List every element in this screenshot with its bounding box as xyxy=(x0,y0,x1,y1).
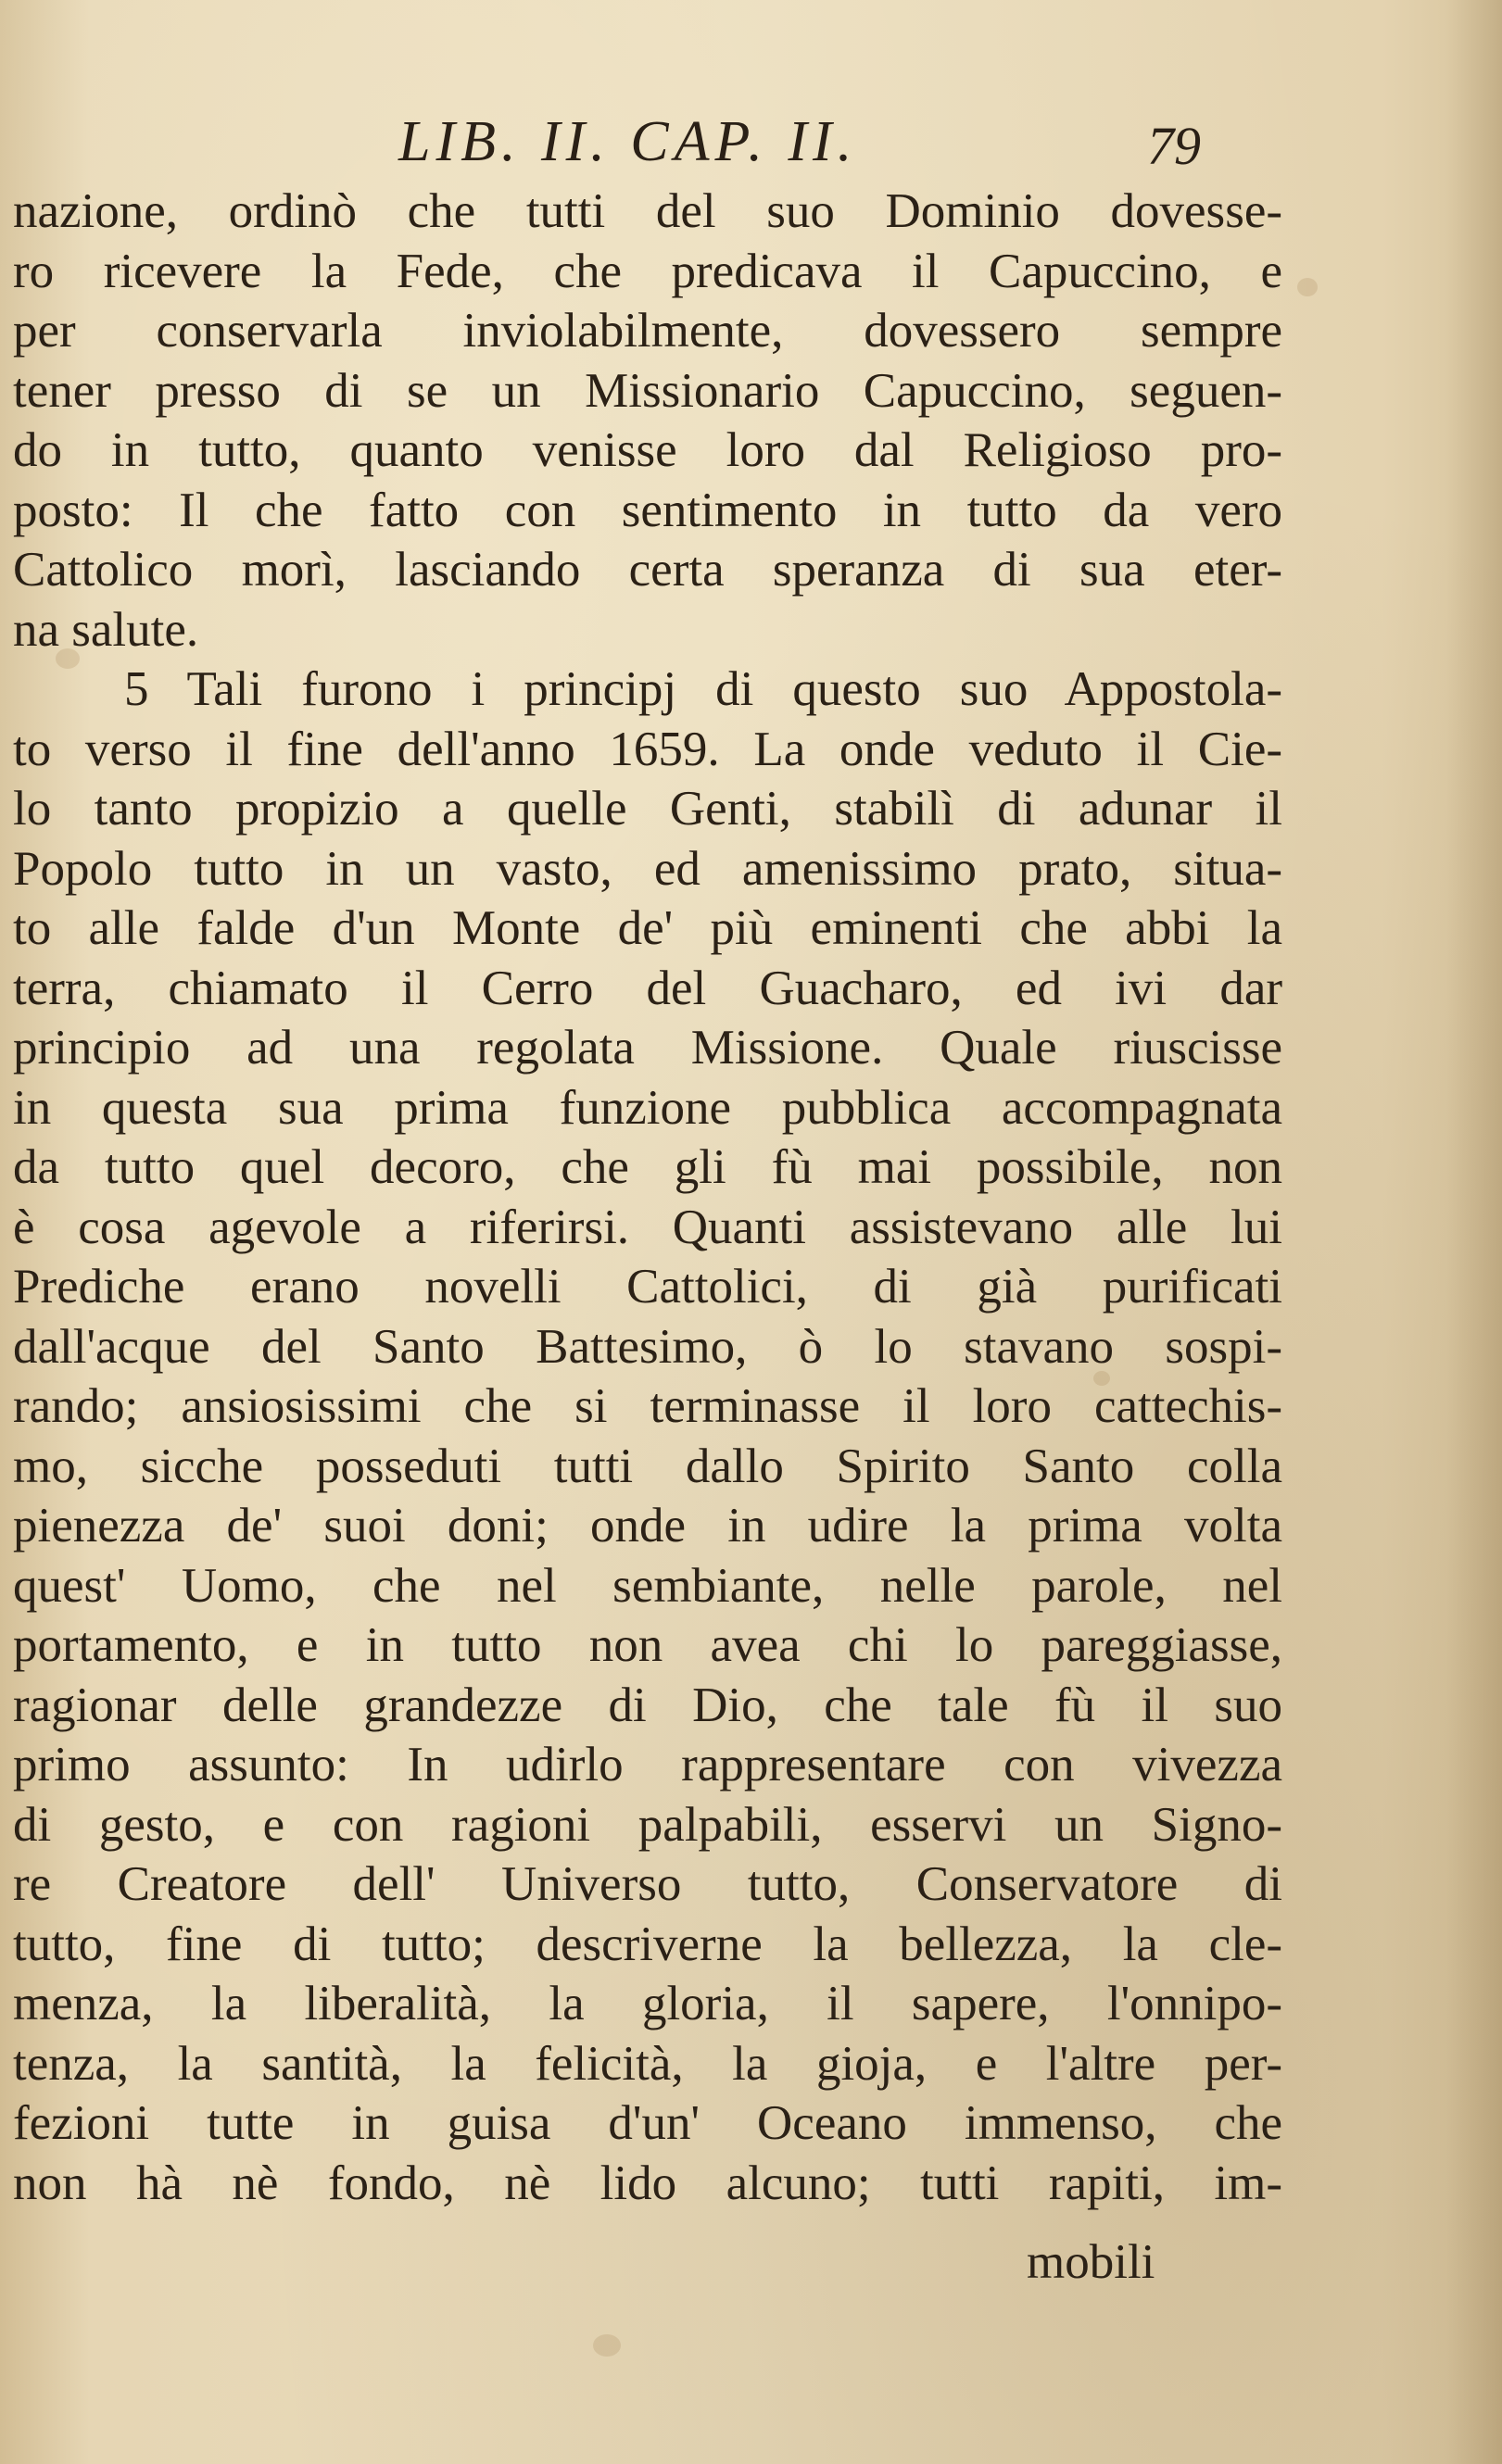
text-line: menza, la liberalità, la gloria, il sapere, l'onnipo- xyxy=(13,1977,1282,2030)
text-line: Prediche erano novelli Cattolici, di già purificati xyxy=(13,1260,1282,1314)
text-line: fezioni tutte in guisa d'un' Oceano immenso, che xyxy=(13,2096,1282,2150)
text-line: per conservarla inviolabilmente, dovessero sempre xyxy=(13,304,1282,358)
paper-stain xyxy=(593,2334,621,2357)
text-line: dall'acque del Santo Battesimo, ò lo stavano sospi- xyxy=(13,1319,1282,1374)
text-line: to alle falde d'un Monte de' più eminenti che abbi la xyxy=(13,901,1282,955)
text-line: quest' Uomo, che nel sembiante, nelle parole, nel xyxy=(13,1558,1282,1613)
text-line: pienezza de' suoi doni; onde in udire la prima volta xyxy=(13,1499,1282,1553)
text-line: terra, chiamato il Cerro del Guacharo, ed ivi dar xyxy=(13,961,1282,1015)
body-text xyxy=(13,182,1282,2213)
text-line: do in tutto, quanto venisse loro dal Religioso pro- xyxy=(13,423,1282,477)
text-line: re Creatore dell' Universo tutto, Conservatore di xyxy=(13,1857,1282,1911)
text-line: è cosa agevole a riferirsi. Quanti assistevano alle lui xyxy=(13,1200,1282,1254)
page-edge-shadow xyxy=(1446,0,1502,2464)
text-line: mo, sicche posseduti tutti dallo Spirito Santo colla xyxy=(13,1439,1282,1493)
text-line: da tutto quel decoro, che gli fù mai possibile, non xyxy=(13,1140,1282,1194)
text-line: to verso il fine dell'anno 1659. La onde veduto il Cie- xyxy=(13,722,1282,776)
text-line: portamento, e in tutto non avea chi lo pareggiasse, xyxy=(13,1618,1282,1672)
running-head: LIB. II. CAP. II. xyxy=(398,110,858,173)
text-line: posto: Il che fatto con sentimento in tutto da vero xyxy=(13,483,1282,537)
text-line: ro ricevere la Fede, che predicava il Capuccino, e xyxy=(13,244,1282,298)
text-line: Cattolico morì, lasciando certa speranza di sua eter- xyxy=(13,543,1282,597)
text-line: principio ad una regolata Missione. Quale riuscisse xyxy=(13,1021,1282,1075)
catchword: mobili xyxy=(1027,2235,1155,2289)
text-line: nazione, ordinò che tutti del suo Dominio dovesse- xyxy=(13,184,1282,238)
page-number: 79 xyxy=(1147,116,1201,176)
text-line: di gesto, e con ragioni palpabili, esservi un Signo- xyxy=(13,1797,1282,1852)
text-line: lo tanto propizio a quelle Genti, stabilì di adunar il xyxy=(13,782,1282,836)
text-line: rando; ansiosissimi che si terminasse il loro cattechis- xyxy=(13,1379,1282,1433)
page-header xyxy=(0,109,1502,174)
text-line: Popolo tutto in un vasto, ed amenissimo prato, situa- xyxy=(13,841,1282,896)
text-line: tenza, la santità, la felicità, la gioja, e l'altre per- xyxy=(13,2036,1282,2091)
text-line: tener presso di se un Missionario Capuccino, seguen- xyxy=(13,363,1282,418)
paragraph-start-line: 5 Tali furono i principj di questo suo Appostola- xyxy=(124,662,1282,716)
paper-stain xyxy=(1297,278,1318,296)
text-line: primo assunto: In udirlo rappresentare con vivezza xyxy=(13,1738,1282,1791)
text-line: ragionar delle grandezze di Dio, che tale fù il suo xyxy=(13,1678,1282,1732)
text-line: na salute. xyxy=(13,602,199,657)
text-line: in questa sua prima funzione pubblica accompagnata xyxy=(13,1080,1282,1135)
text-line: non hà nè fondo, nè lido alcuno; tutti rapiti, im- xyxy=(13,2156,1282,2210)
text-line: tutto, fine di tutto; descriverne la bellezza, la cle- xyxy=(13,1917,1282,1971)
